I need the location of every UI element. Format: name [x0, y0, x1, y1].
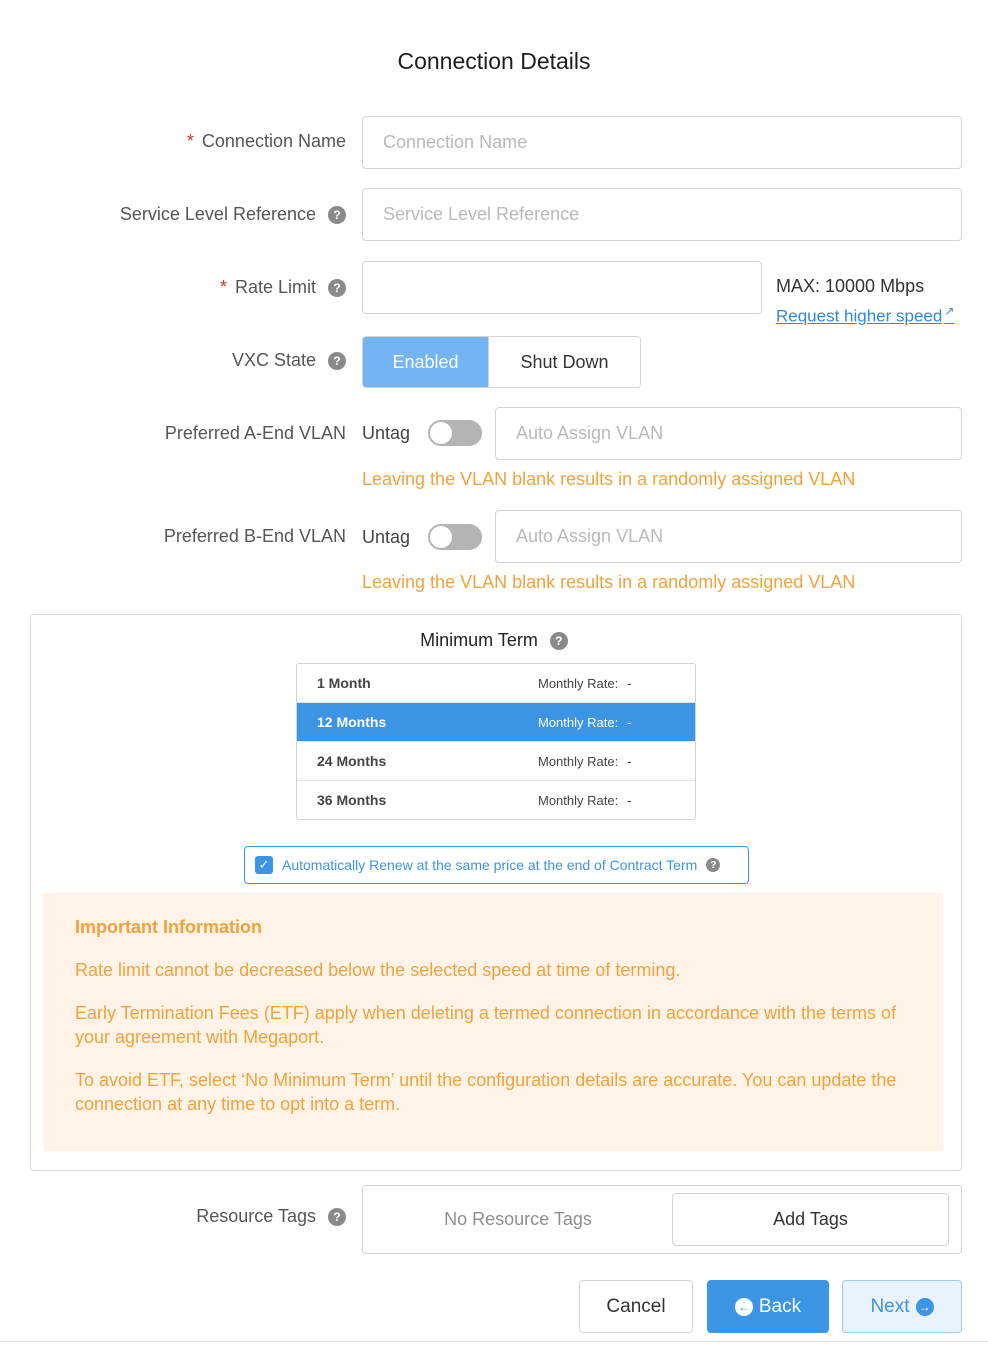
- toggle-knob: [430, 526, 452, 548]
- back-button-label: Back: [758, 1295, 802, 1317]
- b-end-vlan-hint: Leaving the VLAN blank results in a randomly assigned VLAN: [362, 572, 856, 592]
- term-name: 36 Months: [317, 792, 387, 808]
- service-level-label: [120, 204, 346, 225]
- service-level-label-text: Service Level Reference: [119, 204, 316, 224]
- resource-tags-label: [196, 1206, 346, 1227]
- monthly-rate-label: Monthly Rate:: [538, 793, 619, 808]
- rate-limit-max: MAX: 10000 Mbps: [776, 276, 925, 296]
- monthly-rate-value: -: [627, 792, 632, 808]
- a-end-untag-label: Untag: [362, 423, 411, 443]
- minimum-term-heading: [0, 630, 988, 651]
- important-information-title: Important Information: [75, 917, 262, 937]
- vxc-state-enabled-button[interactable]: Enabled: [363, 337, 488, 387]
- a-end-vlan-label: Preferred A-End VLAN: [164, 423, 346, 443]
- a-end-vlan-hint: Leaving the VLAN blank results in a randomly assigned VLAN: [362, 469, 856, 489]
- vxc-state-label-text: VXC State: [231, 350, 316, 370]
- request-higher-speed-link[interactable]: [776, 304, 954, 327]
- b-end-untag-label: Untag: [362, 527, 411, 547]
- add-tags-button[interactable]: Add Tags: [672, 1193, 949, 1246]
- toggle-knob: [430, 422, 452, 444]
- help-icon[interactable]: ?: [706, 858, 720, 872]
- help-icon[interactable]: ?: [328, 1208, 346, 1226]
- info-paragraph: Early Termination Fees (ETF) apply when deleting a termed connection in accordance with the terms of your agreement with Megaport.: [75, 1003, 897, 1047]
- term-option-36-months[interactable]: [297, 781, 695, 820]
- back-button[interactable]: [707, 1280, 829, 1333]
- resource-tags-box: [362, 1185, 962, 1254]
- vxc-state-toggle: [362, 336, 641, 388]
- important-information-box: [43, 893, 943, 1151]
- monthly-rate-label: Monthly Rate:: [538, 715, 619, 730]
- next-button[interactable]: [842, 1280, 962, 1333]
- no-resource-tags-text: No Resource Tags: [444, 1209, 592, 1229]
- required-marker: *: [219, 277, 227, 297]
- term-option-12-months[interactable]: [297, 703, 695, 742]
- bottom-divider: [0, 1341, 988, 1342]
- monthly-rate-value: -: [627, 675, 632, 691]
- term-table: [296, 663, 696, 820]
- minimum-term-title: Minimum Term: [420, 630, 538, 650]
- vxc-state-shutdown-button[interactable]: Shut Down: [488, 337, 640, 387]
- page-title: Connection Details: [397, 48, 591, 74]
- info-paragraph: Rate limit cannot be decreased below the selected speed at time of terming.: [75, 960, 681, 980]
- help-icon[interactable]: ?: [328, 279, 346, 297]
- info-paragraph: To avoid ETF, select ‘No Minimum Term’ until the configuration details are accurate. You can update the connection at any time to opt into a term.: [75, 1070, 897, 1114]
- auto-renew-text: Automatically Renew at the same price at the end of Contract Term: [282, 857, 698, 873]
- auto-renew-option[interactable]: [244, 846, 749, 884]
- b-end-untag-toggle[interactable]: [428, 524, 482, 550]
- monthly-rate-label: Monthly Rate:: [538, 754, 619, 769]
- monthly-rate-label: Monthly Rate:: [538, 676, 619, 691]
- help-icon[interactable]: ?: [328, 352, 346, 370]
- b-end-vlan-label: Preferred B-End VLAN: [163, 526, 346, 546]
- required-marker: *: [186, 131, 194, 151]
- rate-limit-label: [220, 277, 346, 298]
- request-higher-speed-text: Request higher speed: [776, 306, 943, 326]
- term-option-1-month[interactable]: [297, 664, 695, 703]
- next-button-label: Next: [870, 1295, 910, 1317]
- a-end-vlan-input[interactable]: [495, 407, 962, 460]
- help-icon[interactable]: ?: [328, 206, 346, 224]
- monthly-rate-value: -: [627, 714, 632, 730]
- arrow-left-icon: ←: [735, 1298, 753, 1316]
- arrow-right-icon: →: [916, 1298, 934, 1316]
- cancel-button[interactable]: Cancel: [579, 1280, 693, 1333]
- connection-name-input[interactable]: [362, 116, 962, 169]
- rate-limit-input[interactable]: [362, 261, 762, 314]
- connection-name-label-text: Connection Name: [201, 131, 346, 151]
- term-name: 24 Months: [317, 753, 387, 769]
- a-end-untag-toggle[interactable]: [428, 420, 482, 446]
- service-level-input[interactable]: [362, 188, 962, 241]
- vxc-state-label: [232, 350, 346, 371]
- connection-name-label: [187, 131, 346, 152]
- resource-tags-label-text: Resource Tags: [196, 1206, 316, 1226]
- monthly-rate-value: -: [627, 753, 632, 769]
- term-option-24-months[interactable]: [297, 742, 695, 781]
- external-link-icon: ↗: [944, 304, 955, 318]
- rate-limit-label-text: Rate Limit: [234, 277, 316, 297]
- term-name: 12 Months: [317, 714, 387, 730]
- help-icon[interactable]: ?: [550, 632, 568, 650]
- auto-renew-checkbox[interactable]: ✓: [255, 856, 273, 874]
- b-end-vlan-input[interactable]: [495, 510, 962, 563]
- term-name: 1 Month: [317, 675, 371, 691]
